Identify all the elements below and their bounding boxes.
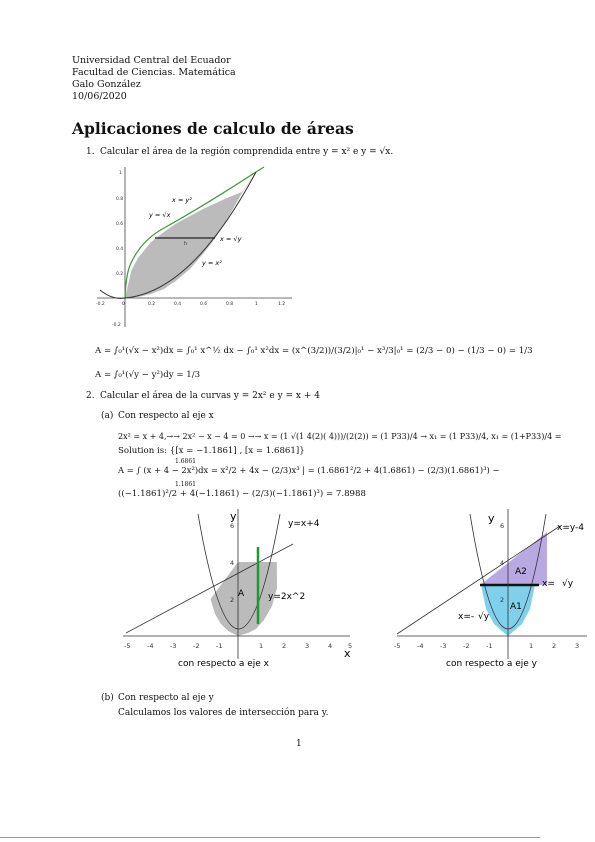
figure1-xtick: 0.8: [226, 302, 234, 307]
university-line: Universidad Central del Ecuador: [72, 55, 231, 66]
figure3-a2-label: A2: [515, 567, 527, 577]
figure3-xtick: -2: [463, 642, 470, 650]
figure2-xtick: -4: [147, 642, 154, 650]
figure2-line-label: y=x+4: [288, 519, 320, 529]
figure2-area-label: A: [238, 589, 245, 599]
figure2-xtick: -2: [193, 642, 200, 650]
figure3-xtick: -1: [486, 642, 493, 650]
figure3-a1-label: A1: [510, 602, 522, 612]
faculty-line: Facultad de Ciencias. Matemática: [72, 67, 236, 78]
part-a-label: (a): [101, 411, 114, 421]
problem1-number: 1.: [86, 147, 95, 157]
figure1-ytick: 0.4: [116, 247, 124, 252]
part-a-result: ((−1.1861)²/2 + 4(−1.1861) − (2/3)(−1.1861)³) = 7.8988: [118, 489, 366, 499]
figure1-xtick: 0: [122, 302, 125, 307]
figure3-sqrt-glyph-right: √y: [562, 579, 574, 589]
problem2-text: Calcular el área de la curvas y = 2x² e y = x + 4: [100, 391, 320, 401]
figure1-xtick: 0.2: [148, 302, 156, 307]
figure1-xtick: 1: [255, 302, 258, 307]
problem1-equation1: A = ∫₀¹(√x − x²)dx = ∫₀¹ x^½ dx − ∫₀¹ x²dx = (x^(3/2))/(3/2)|₀¹ − x³/3|₀¹ = (2/3 − 0) − (1/3 − 0) = 1/3: [95, 346, 533, 356]
part-a-lower-limit: 1.1861: [175, 481, 196, 488]
figure3-ytick: 2: [500, 596, 505, 604]
figure1-label-y-sqrtx: y = √x: [149, 211, 171, 219]
figure3-y-label: y: [488, 512, 495, 525]
figure3-xtick: -4: [417, 642, 424, 650]
figure2-parabola-label: y=2x^2: [268, 592, 306, 602]
figure1-xtick: 1.2: [278, 302, 286, 307]
section-title: Aplicaciones de calculo de áreas: [72, 119, 354, 138]
figure2-xtick: 1: [259, 642, 264, 650]
figure1-strip-label: h: [184, 241, 188, 247]
figure3-caption: con respecto a eje y: [446, 659, 537, 669]
figure1-ytick: -0.2: [112, 323, 121, 328]
figure3-ytick: 4: [500, 559, 505, 567]
figure1-plot: [92, 162, 297, 332]
figure3-x-ticks: [394, 642, 579, 650]
figure1-ytick: 0.2: [116, 272, 124, 277]
problem2-number: 2.: [86, 391, 95, 401]
part-a-equation-line1: 2x² = x + 4,→→ 2x² − x − 4 = 0 →→ x = (1 √(1 4(2)( 4)))/(2(2)) = (1 P33)/4 → x₁ = (1 P33)/4, x₁ = (1+P33)/4 =: [118, 432, 562, 441]
figure2-caption: con respecto a eje x: [178, 659, 269, 669]
figure2-ytick: 2: [230, 596, 235, 604]
figure2-xtick: -1: [216, 642, 223, 650]
figure2-ytick: 4: [230, 559, 235, 567]
figure1-xtick: 0.6: [200, 302, 208, 307]
date-line: 10/06/2020: [72, 91, 127, 102]
figure2-ytick: 6: [230, 522, 235, 530]
figure3-sqrt-glyph-left: √y: [478, 612, 490, 622]
figure1-label-y-x2: y = x²: [202, 259, 222, 267]
figure1-x-ticks: [96, 301, 285, 307]
figure2-y-label: y: [230, 510, 237, 523]
figure1-ytick: 1: [119, 171, 122, 176]
page-bottom-divider: [0, 837, 540, 838]
figure2-xtick: 3: [305, 642, 310, 650]
part-b-text: Con respecto al eje y: [118, 693, 214, 703]
figure3-xtick: -5: [394, 642, 401, 650]
figure2-plot: [118, 504, 363, 676]
figure1-label-x-sqrty: x = √y: [220, 235, 242, 243]
figure1-ytick: 0.6: [116, 222, 124, 227]
figure3-xtick: -3: [440, 642, 447, 650]
figure3-region-a2: [480, 532, 547, 585]
figure3-line-label: x=y-4: [557, 523, 585, 533]
figure2-xtick: -3: [170, 642, 177, 650]
figure1-xtick: -0.2: [96, 302, 105, 307]
document-header: [72, 55, 236, 103]
figure3-left-label: x=-: [458, 612, 475, 622]
part-b-line1: Calculamos los valores de intersección para y.: [118, 708, 329, 718]
figure3-xtick: 1: [529, 642, 534, 650]
author-line: Galo González: [72, 79, 141, 90]
figure1-ytick: 0.8: [116, 197, 124, 202]
figure1-xtick: 0.4: [174, 302, 182, 307]
figure1-label-x-y2: x = y²: [172, 196, 192, 204]
figure3-right-label: x=: [542, 579, 555, 589]
problem1-text: Calcular el área de la región comprendida entre y = x² e y = √x.: [100, 147, 394, 157]
page-number: 1: [296, 739, 302, 749]
figure2-xtick: -5: [124, 642, 131, 650]
part-a-upper-limit: 1.6861: [175, 458, 196, 465]
part-a-solution: Solution is: {[x = −1.1861] , [x = 1.6861]}: [118, 446, 305, 456]
figure2-xtick: 5: [348, 642, 353, 650]
figure3-xtick: 2: [552, 642, 557, 650]
part-b-label: (b): [101, 693, 114, 703]
figure3-ytick: 6: [500, 522, 505, 530]
figure2-xtick: 4: [328, 642, 333, 650]
figure3-plot: [392, 504, 592, 676]
figure3-xtick: 3: [575, 642, 580, 650]
figure2-x-label: x: [344, 647, 351, 660]
part-a-integral: A = ∫ (x + 4 − 2x²)dx = x²/2 + 4x − (2/3)x³ | = (1.6861²/2 + 4(1.6861) − (2/3)(1.6861)³) −: [118, 465, 500, 475]
part-a-text: Con respecto al eje x: [118, 411, 214, 421]
problem1-equation2: A = ∫₀¹(√y − y²)dy = 1/3: [95, 370, 201, 380]
figure2-xtick: 2: [282, 642, 287, 650]
